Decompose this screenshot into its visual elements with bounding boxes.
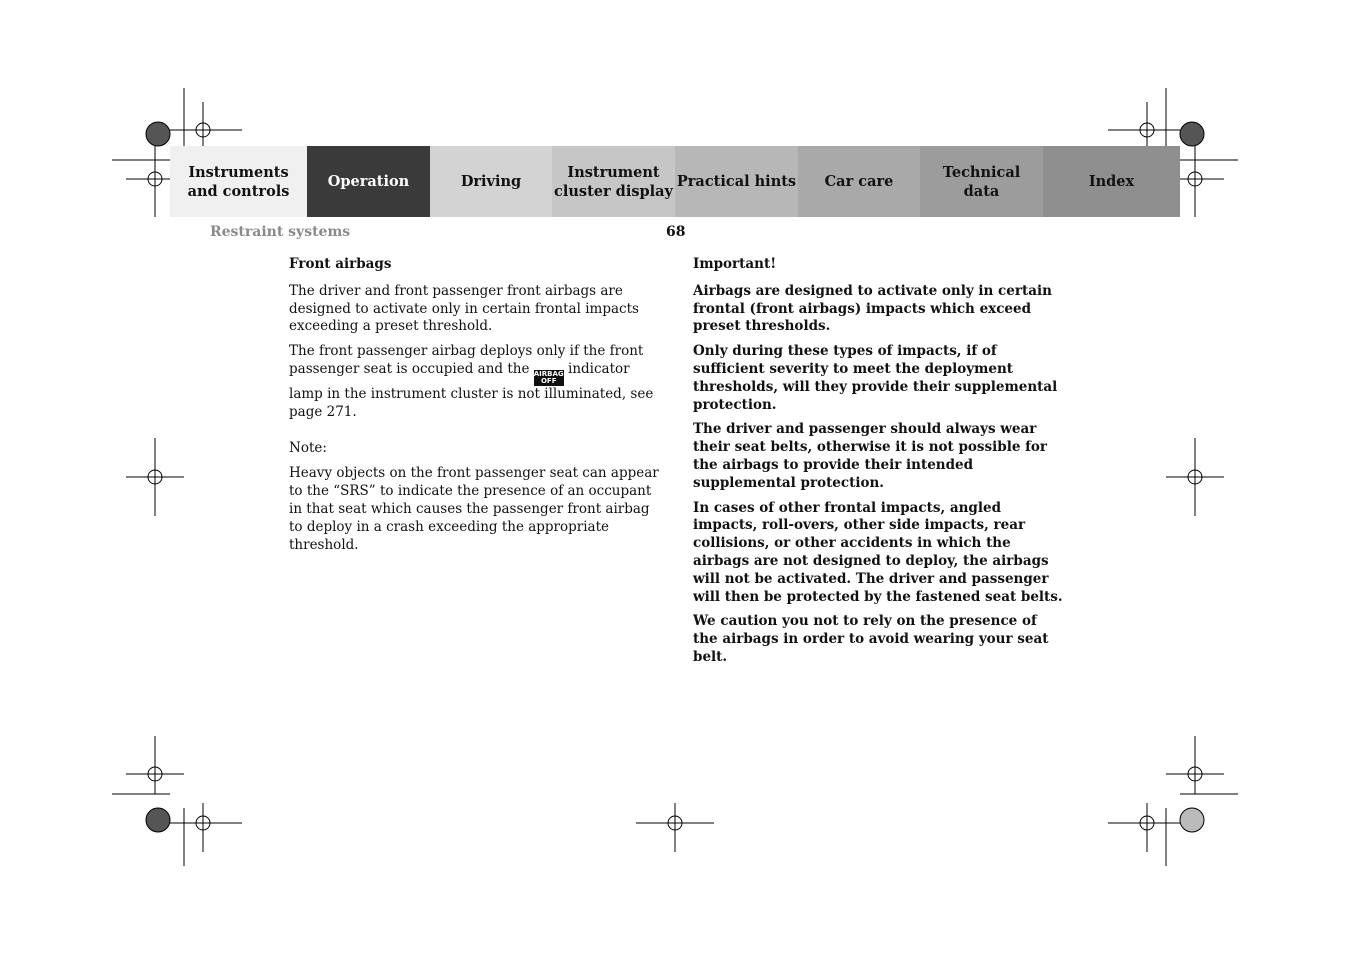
right-column-important <box>693 256 1065 674</box>
tab-instruments-and-controls[interactable]: Instruments and controls <box>170 146 307 217</box>
airbag-off-indicator-icon <box>534 370 564 386</box>
important-paragraph: We caution you not to rely on the presence of the airbags in order to avoid wearing your seat belt. <box>693 613 1049 665</box>
tab-index[interactable]: Index <box>1043 146 1180 217</box>
important-paragraph: Only during these types of impacts, if of sufficient severity to meet the deployment thresholds, will they provide their supplemental protection. <box>693 343 1058 413</box>
paragraph-front-airbags-intro: The driver and front passenger front airbags are designed to activate only in certain frontal impacts exceeding a preset threshold. <box>289 282 639 335</box>
important-paragraph: In cases of other frontal impacts, angled impacts, roll-overs, other side impacts, rear collisions, or other accidents in which the airbags are not designed to deploy, the airbags will not be activated. The driver and passenger will then be protected by the fastened seat belts. <box>693 499 1063 605</box>
front-airbags-heading: Front airbags <box>289 256 392 272</box>
tab-car-care[interactable]: Car care <box>798 146 920 217</box>
tab-driving[interactable]: Driving <box>430 146 552 217</box>
tab-practical-hints[interactable]: Practical hints <box>675 146 798 217</box>
note-text: Heavy objects on the front passenger seat can appear to the “SRS” to indicate the presence of an occupant in that seat which causes the passenger front airbag to deploy in a crash exceeding the appropriate threshold. <box>289 465 659 553</box>
page-number: 68 <box>666 224 686 240</box>
tab-operation[interactable]: Operation <box>307 146 430 217</box>
indicator-line-off: OFF <box>540 376 557 385</box>
passenger-airbag-text-after: indicator lamp in the instrument cluster is not illuminated, see page 271. <box>289 360 654 420</box>
section-title: Restraint systems <box>210 224 351 240</box>
note-label: Note: <box>289 439 327 456</box>
tab-technical-data[interactable]: Technical data <box>920 146 1043 217</box>
important-heading: Important! <box>693 256 777 272</box>
chapter-tab-bar <box>170 146 1180 217</box>
left-column <box>289 256 661 561</box>
indicator-line-airbag: AIRBAG <box>533 369 564 378</box>
important-paragraph: Airbags are designed to activate only in certain frontal (front airbags) impacts which exceed preset thresholds. <box>693 282 1052 335</box>
passenger-airbag-text-before: The front passenger airbag deploys only if the front passenger seat is occupied and the <box>289 343 644 377</box>
tab-instrument-cluster-display[interactable]: Instrument cluster display <box>552 146 675 217</box>
important-paragraph: The driver and passenger should always wear their seat belts, otherwise it is not possible for the airbags to provide their intended supplemental protection. <box>693 421 1048 491</box>
paragraph-passenger-airbag <box>289 343 661 421</box>
